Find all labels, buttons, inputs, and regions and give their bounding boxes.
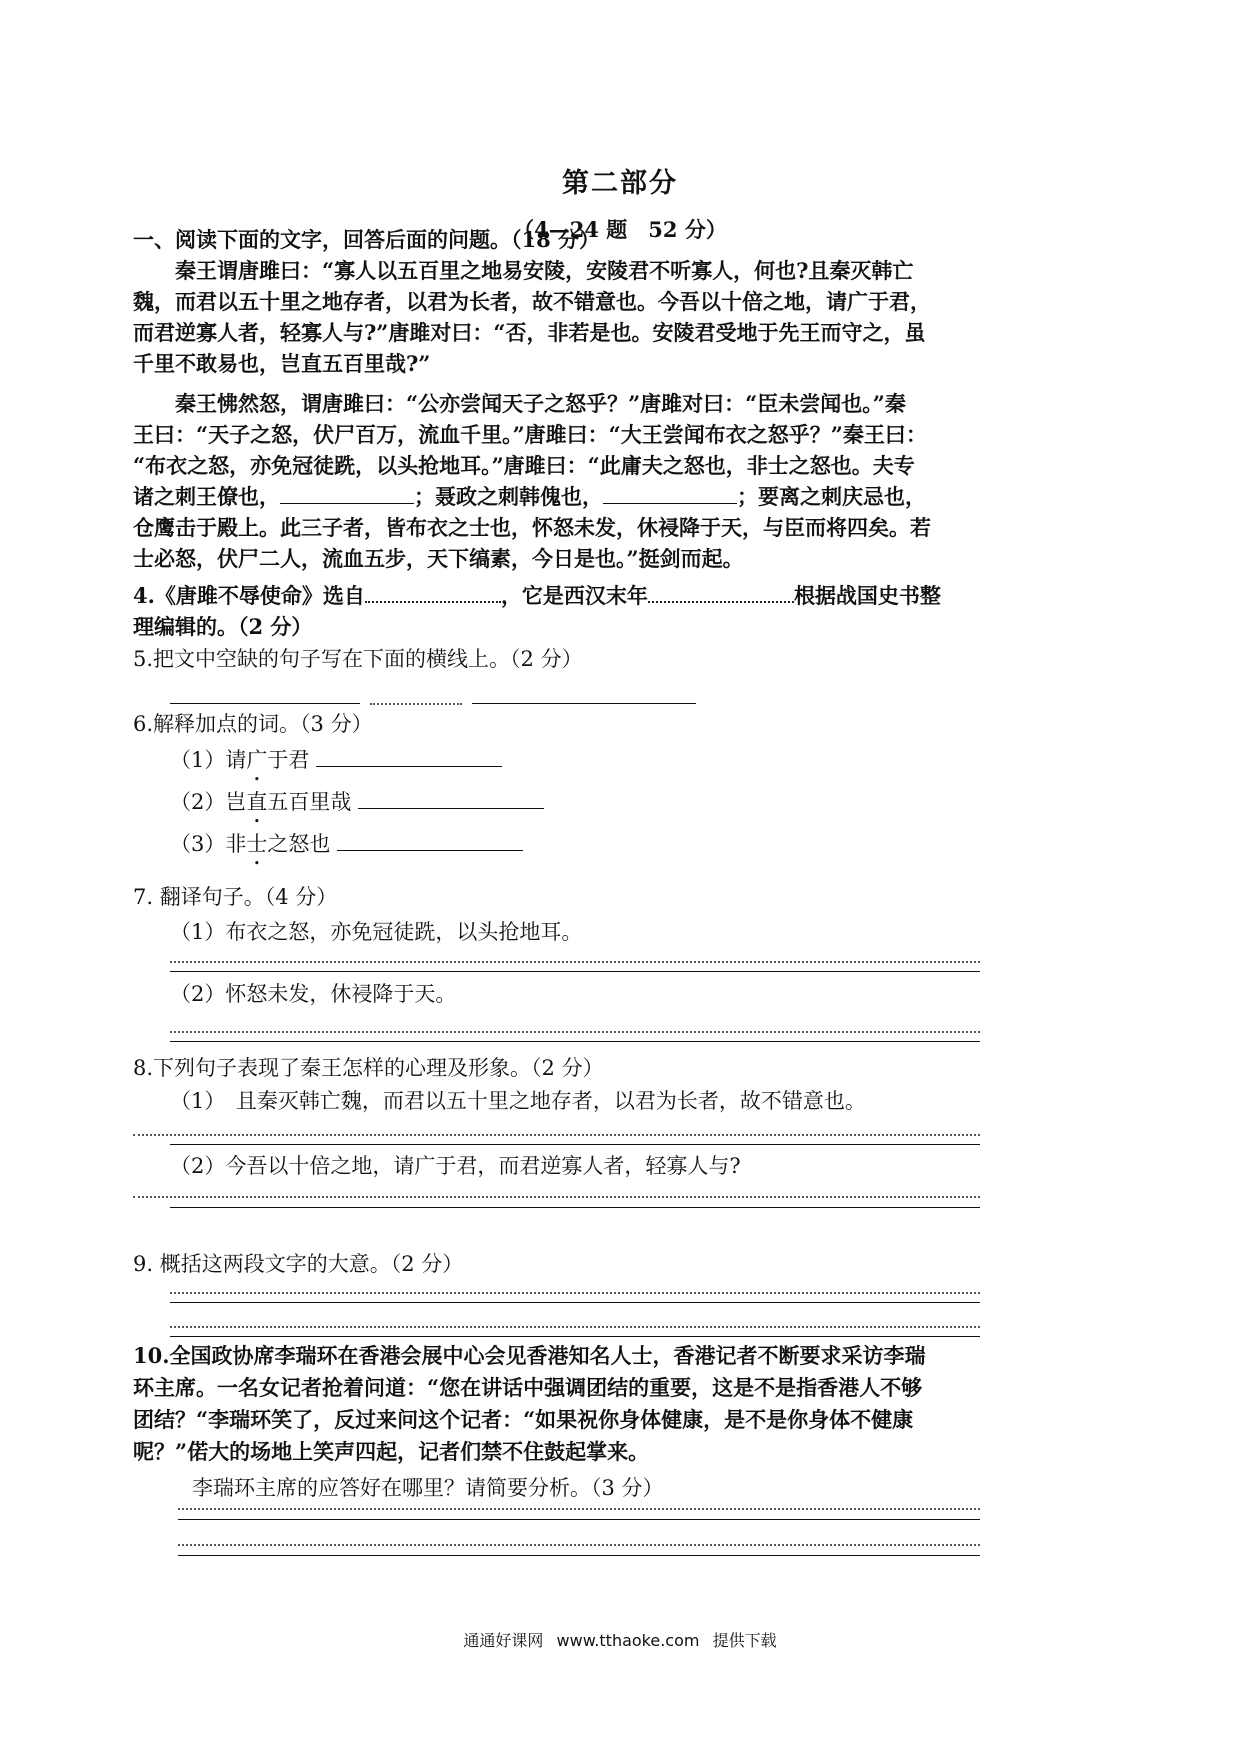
q8-answer-line-1[interactable]	[170, 1144, 980, 1145]
passage-line: 魏，而君以五十里之地存者，以君为长者，故不错意也。今吾以十倍之地，请广于君，	[133, 289, 931, 314]
q9-dotted-line-1	[170, 1292, 980, 1294]
q4-blank-author[interactable]	[648, 583, 794, 603]
q10-line: 环主席。一名女记者抢着问道：“您在讲话中强调团结的重要，这是不是指香港人不够	[133, 1375, 923, 1400]
q7-dotted-line-1	[170, 961, 980, 963]
q9-dotted-line-2	[170, 1326, 980, 1328]
q6-item-text: 岂	[225, 790, 247, 814]
q8-item-2: （2）今吾以十倍之地，请广于君，而君逆寡人者，轻寡人与?	[170, 1154, 741, 1178]
q5-answer-line-1[interactable]	[170, 703, 360, 704]
q7-item-1: （1）布衣之怒，亦免冠徒跣，以头抢地耳。	[170, 920, 583, 944]
q10-dotted-line-1	[178, 1508, 980, 1510]
question-9: 9. 概括这两段文字的大意。（2 分）	[133, 1252, 464, 1276]
q6-item-text: 于君	[267, 748, 310, 772]
q9-answer-line-2[interactable]	[170, 1336, 980, 1337]
q10-line: 团结？“李瑞环笑了，反过来问这个记者：“如果祝你身体健康，是不是你身体不健康	[133, 1407, 914, 1432]
passage-blank-line	[133, 483, 926, 511]
page-footer	[0, 1628, 1240, 1651]
q4-prefix: 4.《唐雎不辱使命》选自	[133, 583, 365, 608]
q10-answer-line-2[interactable]	[178, 1555, 980, 1556]
q10-answer-line-1[interactable]	[178, 1519, 980, 1520]
q7-item-2: （2）怀怒未发，休祲降于天。	[170, 982, 457, 1006]
q10-dotted-line-2	[178, 1544, 980, 1546]
section-heading: 一、阅读下面的文字，回答后面的问题。（18 分）	[133, 227, 601, 252]
q6-dotted-word: 直	[246, 790, 268, 814]
passage-line: 秦王怫然怒，谓唐雎曰：“公亦尝闻天子之怒乎？”唐雎对曰：“臣未尝闻也。”秦	[133, 391, 906, 416]
q6-item-2	[170, 788, 544, 816]
passage-blank-2[interactable]	[603, 485, 737, 504]
question-5: 5.把文中空缺的句子写在下面的横线上。（2 分）	[133, 647, 583, 671]
q5-dotted-spacer	[370, 703, 462, 705]
question-7: 7. 翻译句子。（4 分）	[133, 885, 338, 909]
q8-item-1: （1） 且秦灭韩亡魏，而君以五十里之地存者，以君为长者，故不错意也。	[170, 1089, 866, 1113]
q6-item-number: （3）	[170, 832, 226, 856]
q10-line: 10.全国政协席李瑞环在香港会展中心会见香港知名人士，香港记者不断要求采访李瑞	[133, 1343, 926, 1368]
q4-middle: ，它是西汉末年	[500, 583, 648, 608]
page-title: 第二部分	[562, 168, 678, 199]
passage-blank-1[interactable]	[280, 485, 414, 504]
q6-answer-line-2[interactable]	[358, 790, 544, 809]
passage-line: 千里不敢易也，岂直五百里哉?”	[133, 351, 431, 376]
q6-item-1	[170, 746, 502, 774]
passage-line: 而君逆寡人者，轻寡人与?”唐雎对曰：“否，非若是也。安陵君受地于先王而守之，虽	[133, 320, 926, 345]
passage-line: 秦王谓唐雎曰：“寡人以五百里之地易安陵，安陵君不听寡人，何也?且秦灭韩亡	[133, 258, 914, 283]
q6-item-text: 非	[225, 832, 247, 856]
q8-dotted-line-1	[133, 1134, 980, 1136]
q5-answer-line-2[interactable]	[472, 703, 696, 704]
passage-line: 王曰：“天子之怒，伏尸百万，流血千里。”唐雎曰：“大王尝闻布衣之怒乎？”秦王曰：	[133, 422, 927, 447]
q6-answer-line-1[interactable]	[316, 748, 502, 767]
q4-line2: 理编辑的。（2 分）	[133, 614, 313, 639]
passage-line: 仓鹰击于殿上。此三子者，皆布衣之士也，怀怒未发，休祲降于天，与臣而将四矣。若	[133, 515, 931, 540]
passage-fragment: 诸之刺王僚也，	[133, 484, 280, 509]
q6-item-number: （1）	[170, 748, 226, 772]
passage-line: 士必怒，伏尸二人，流血五步，天下缟素，今日是也。”挺剑而起。	[133, 546, 744, 571]
question-8: 8.下列句子表现了秦王怎样的心理及形象。（2 分）	[133, 1056, 604, 1080]
q8-dotted-line-2	[133, 1196, 980, 1198]
footer-url[interactable]: www.tthaoke.com	[556, 1631, 700, 1650]
q6-dotted-word: 广	[246, 748, 268, 772]
passage-fragment: ；要离之刺庆忌也，	[737, 484, 926, 509]
q8-answer-line-2[interactable]	[170, 1207, 980, 1208]
q10-prompt: 李瑞环主席的应答好在哪里？请简要分析。（3 分）	[150, 1476, 664, 1500]
footer-note: 提供下载	[712, 1631, 777, 1650]
question-4	[133, 582, 941, 610]
q6-dotted-word: 士	[246, 832, 268, 856]
q6-item-text: 五百里哉	[267, 790, 352, 814]
question-6: 6.解释加点的词。（3 分）	[133, 712, 373, 736]
footer-site-name: 通通好课网	[463, 1631, 544, 1650]
q9-answer-line-1[interactable]	[170, 1302, 980, 1303]
passage-line: “布衣之怒，亦免冠徒跣，以头抢地耳。”唐雎曰：“此庸夫之怒也，非士之怒也。夫专	[133, 453, 915, 478]
q4-blank-source[interactable]	[365, 583, 501, 603]
q7-dotted-line-2	[170, 1031, 980, 1033]
q4-suffix: 根据战国史书整	[793, 583, 941, 608]
q6-answer-line-3[interactable]	[337, 832, 523, 851]
passage-fragment: ；聂政之刺韩傀也，	[414, 484, 603, 509]
q6-item-text: 请	[225, 748, 247, 772]
q7-answer-line-1[interactable]	[170, 971, 980, 972]
q6-item-3	[170, 830, 523, 858]
page-subtitle: （4—24 题 52 分）	[513, 217, 727, 242]
q10-line: 呢？”偌大的场地上笑声四起，记者们禁不住鼓起掌来。	[133, 1439, 650, 1464]
q6-item-text: 之怒也	[267, 832, 331, 856]
q7-answer-line-2[interactable]	[170, 1041, 980, 1042]
q6-item-number: （2）	[170, 790, 226, 814]
